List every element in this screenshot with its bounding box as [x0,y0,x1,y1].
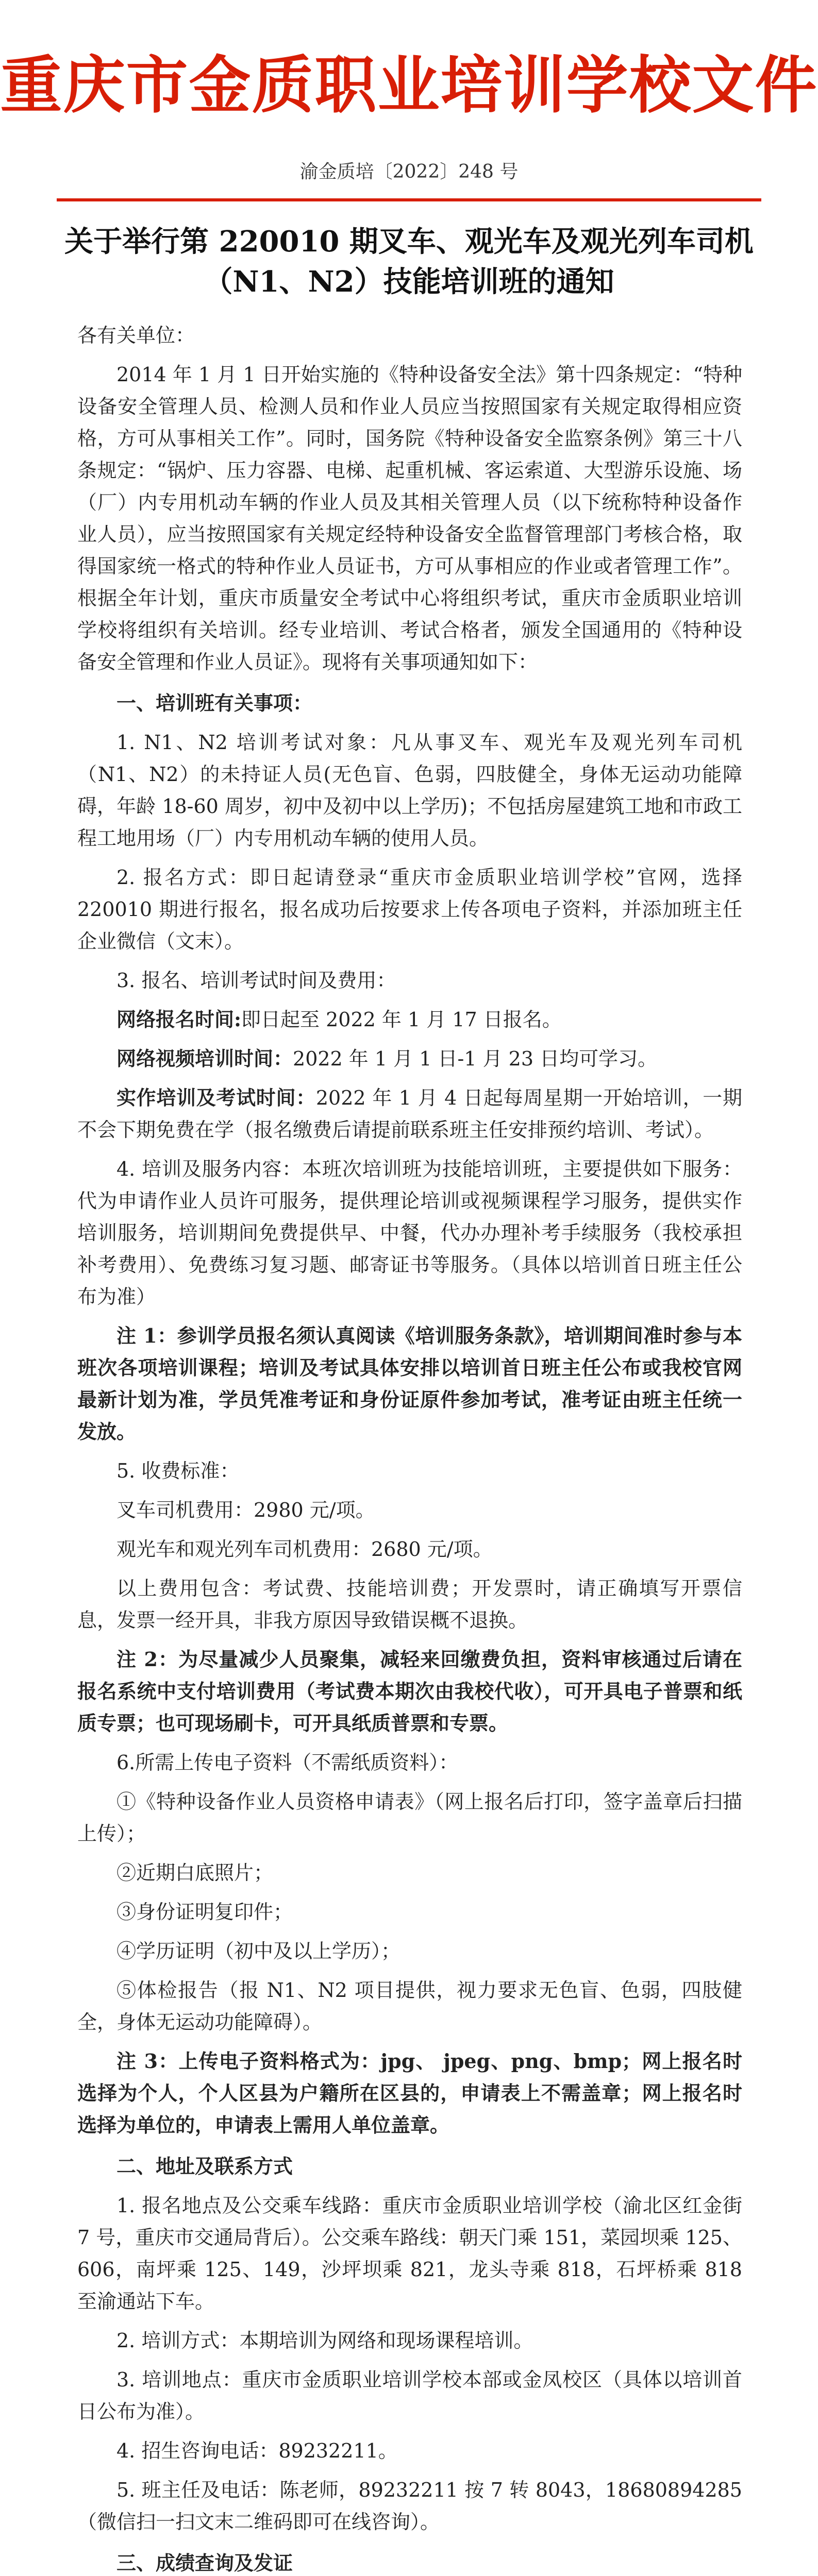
training-item-4: 4. 培训及服务内容：本班次培训班为技能培训班，主要提供如下服务：代为申请作业人员许可服务，提供理论培训或视频课程学习服务，提供实作培训服务，培训期间免费提供早、中餐，代办办理补考手续服务（我校承担补考费用）、免费练习复习题、邮寄证书等服务。（具体以培训首日班主任公布为准） [77,1158,742,1308]
material-3: ③身份证明复印件； [116,1901,293,1923]
practical-training-text: 2022 年 1 月 4 日起每周星期一开始培训，一期不会下期免费在学（报名缴费后请提前联系班主任安排预约培训、考试）。 [77,1087,742,1141]
contact-item-5: 5. 班主任及电话：陈老师，89232211 按 7 转 8043，18680894285（微信扫一扫文末二维码即可在线咨询）。 [77,2479,742,2533]
online-registration-text: 即日起至 2022 年 1 月 17 日报名。 [241,1008,562,1031]
salutation: 各有关单位： [77,324,195,347]
contact-item-2: 2. 培训方式：本期培训为网络和现场课程培训。 [116,2329,533,2352]
video-training-label: 网络视频培训时间： [116,1047,293,1070]
training-item-5: 5. 收费标准： [116,1460,240,1482]
training-item-3: 3. 报名、培训考试时间及费用： [116,969,396,992]
header-red-rule [57,198,761,201]
document-header-title: 重庆市金质职业培训学校文件 [0,50,818,122]
note-1: 注 1：参训学员报名须认真阅读《培训服务条款》，培训期间准时参与本班次各项培训课程；培训及考试具体安排以培训首日班主任公布或我校官网最新计划为准，学员凭准考证和身份证原件参加考试，准考证由班主任统一发放。 [77,1324,742,1443]
notice-title: 关于举行第 220010 期叉车、观光车及观光列车司机（N1、N2）技能培训班的通知 [64,225,754,299]
contact-item-1: 1. 报名地点及公交乘车线路：重庆市金质职业培训学校（渝北区红金街 7 号，重庆市交通局背后）。公交乘车路线：朝天门乘 151，菜园坝乘 125、606，南坪乘 125、149，沙坪坝乘 821，龙头寺乘 818，石坪桥乘 818 至渝通站下车。 [77,2194,742,2313]
note-2: 注 2：为尽量减少人员聚集，减轻来回缴费负担，资料审核通过后请在报名系统中支付培训费用（考试费本期次由我校代收），可开具电子普票和纸质专票；也可现场刷卡，可开具纸质普票和专票。 [77,1648,742,1735]
video-training-text: 2022 年 1 月 1 日-1 月 23 日均可学习。 [293,1047,658,1070]
material-5: ⑤体检报告（报 N1、N2 项目提供，视力要求无色盲、色弱，四肢健全，身体无运动功能障碍）。 [77,1979,742,2033]
document-body [77,319,742,2576]
material-4: ④学历证明（初中及以上学历）； [116,1940,401,1962]
section-heading-results: 三、成绩查询及发证 [116,2552,293,2574]
online-registration-label: 网络报名时间: [116,1008,242,1031]
section-heading-contact: 二、地址及联系方式 [116,2155,293,2178]
note-3: 注 3：上传电子资料格式为：jpg、 jpeg、png、bmp；网上报名时选择为个人，个人区县为户籍所在区县的，申请表上不需盖章；网上报名时选择为单位的，申请表上需用人单位盖章。 [77,2049,742,2137]
training-item-6: 6.所需上传电子资料（不需纸质资料）： [116,1751,459,1774]
contact-item-4: 4. 招生咨询电话：89232211。 [116,2439,398,2462]
fee-include: 以上费用包含：考试费、技能培训费；开发票时，请正确填写开票信息，发票一经开具，非我方原因导致错误概不退换。 [77,1577,742,1632]
contact-item-3: 3. 培训地点：重庆市金质职业培训学校本部或金凤校区（具体以培训首日公布为准）。 [77,2368,742,2423]
section-heading-training: 一、培训班有关事项： [116,692,313,715]
practical-training-time [77,1082,742,1146]
practical-training-label: 实作培训及考试时间： [116,1086,316,1109]
material-1: ①《特种设备作业人员资格申请表》（网上报名后打印，签字盖章后扫描上传）； [77,1790,742,1845]
video-training-time [77,1043,742,1075]
online-registration-time [77,1004,742,1036]
fee-sightseeing: 观光车和观光列车司机费用：2680 元/项。 [116,1538,493,1561]
training-item-2: 2. 报名方式：即日起请登录“重庆市金质职业培训学校”官网，选择 220010 期进行报名，报名成功后按要求上传各项电子资料，并添加班主任企业微信（文末）。 [77,866,742,953]
document-number: 渝金质培〔2022〕248 号 [299,161,519,182]
fee-forklift: 叉车司机费用：2980 元/项。 [116,1499,375,1521]
intro-paragraph: 2014 年 1 月 1 日开始实施的《特种设备安全法》第十四条规定：“特种设备安全管理人员、检测人员和作业人员应当按照国家有关规定取得相应资格，方可从事相关工作”。同时，国务院《特种设备安全监察条例》第三十八条规定：“锅炉、压力容器、电梯、起重机械、客运索道、大型游乐设施、场（厂）内专用机动车辆的作业人员及其相关管理人员（以下统称特种设备作业人员），应当按照国家有关规定经特种设备安全监督管理部门考核合格，取得国家统一格式的特种作业人员证书，方可从事相应的作业或者管理工作”。根据全年计划，重庆市质量安全考试中心将组织考试，重庆市金质职业培训学校将组织有关培训。经专业培训、考试合格者，颁发全国通用的《特种设备安全管理和作业人员证》。现将有关事项通知如下： [77,363,742,673]
training-item-1: 1. N1、N2 培训考试对象：凡从事叉车、观光车及观光列车司机（N1、N2）的未持证人员(无色盲、色弱，四肢健全，身体无运动功能障碍，年龄 18-60 周岁，初中及初中以上学历)；不包括房屋建筑工地和市政工程工地用场（厂）内专用机动车辆的使用人员。 [77,731,742,850]
material-2: ②近期白底照片； [116,1861,274,1884]
